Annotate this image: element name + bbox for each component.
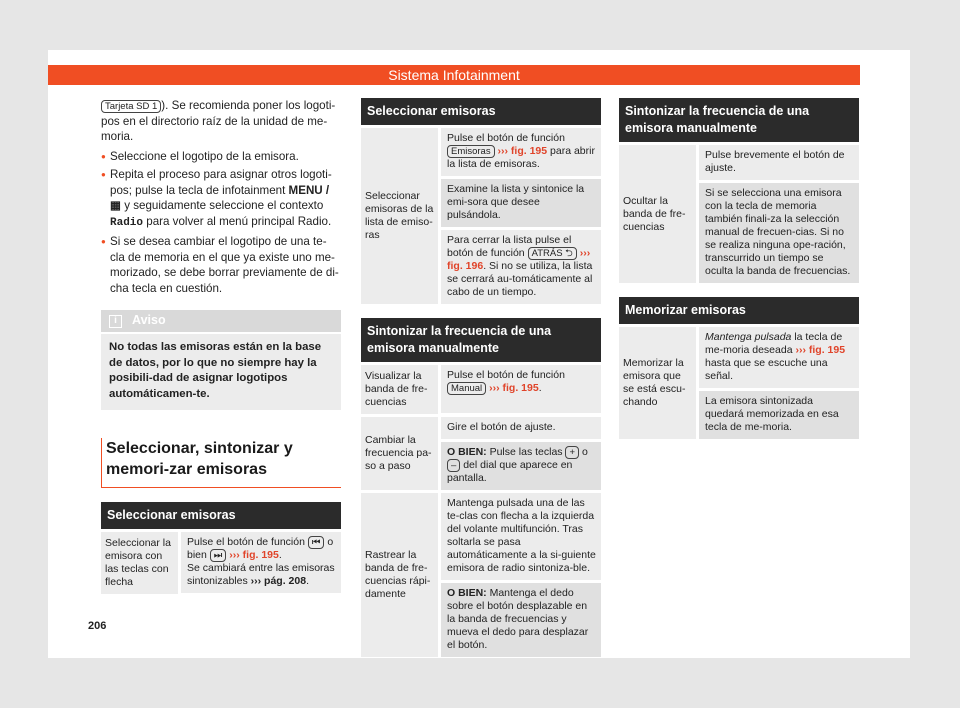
- row-label: Memorizar la emisora que se está escu-chando: [619, 327, 696, 439]
- atras-key: ATRÁS ⮌: [528, 247, 577, 260]
- row-cell: Mantenga pulsada una de las te-clas con flecha a la izquierda del volante multifunción. Tras soltarla se pasa automáticamente a la si-guiente emisora de radio sintoniza-ble.: [438, 493, 601, 580]
- table-memorizar-emisoras: [619, 297, 859, 439]
- figure-link[interactable]: ››› fig. 196: [447, 247, 591, 272]
- row-cell: O BIEN: Mantenga el dedo sobre el botón desplazable en la banda de frecuencias y mueva el dedo para desplazar el botón.: [438, 580, 601, 657]
- row-cell: Pulse el botón de función ⏮ o bien ⏭ ››› fig. 195. Se cambiará entre las emisoras sintonizables ››› pág. 208.: [178, 532, 341, 593]
- row-label: Visualizar la banda de fre-cuencias: [361, 365, 438, 414]
- row-label: Seleccionar la emisora con las teclas con flecha: [101, 532, 178, 594]
- bullet-item: ● Seleccione el logotipo de la emisora.: [101, 149, 341, 165]
- table-title: Sintonizar la frecuencia de una emisora manualmente: [361, 318, 601, 362]
- figure-link[interactable]: ››› fig. 195: [795, 344, 846, 356]
- section-title: Seleccionar, sintonizar y memori-zar emisoras: [101, 438, 341, 488]
- plus-key: +: [565, 446, 579, 459]
- row-cell: Pulse el botón de función Manual ››› fig. 195.: [438, 365, 601, 413]
- table-row: [101, 529, 341, 594]
- table-sintonizar-manual-cont: [619, 98, 859, 283]
- table-row: [361, 125, 601, 304]
- row-cell: Pulse el botón de función Emisoras ››› fig. 195 para abrir la lista de emisoras.: [438, 128, 601, 176]
- aviso-title: Aviso: [132, 313, 166, 328]
- table-row: [619, 324, 859, 439]
- row-label: Ocultar la banda de fre-cuencias: [619, 145, 696, 283]
- figure-link[interactable]: ››› fig. 195: [489, 382, 539, 394]
- row-cell: Pulse brevemente el botón de ajuste.: [696, 145, 859, 180]
- figure-link[interactable]: ››› fig. 195: [497, 145, 548, 157]
- table-row: [361, 362, 601, 414]
- table-title: Sintonizar la frecuencia de una emisora manualmente: [619, 98, 859, 142]
- row-cell: Mantenga pulsada la tecla de me-moria deseada ››› fig. 195 hasta que se escuche una señal.: [696, 327, 859, 388]
- row-label: Seleccionar emisoras de la lista de emiso-ras: [361, 128, 438, 304]
- table-title: Seleccionar emisoras: [361, 98, 601, 125]
- info-icon: i: [109, 315, 122, 328]
- page-number: 206: [88, 620, 107, 632]
- bullet-list: [101, 149, 341, 297]
- bullet-item: ● Si se desea cambiar el logotipo de una te-cla de memoria en el que ya existe uno me-morizado, se debe borrar previamente de di-cha tecla en cuestión.: [101, 234, 341, 296]
- sd-card-key: Tarjeta SD 1: [101, 100, 161, 113]
- aviso-header: [101, 310, 341, 334]
- bullet-item: ● Repita el proceso para asignar otros logoti-pos; pulse la tecla de infotainment MENU / ▦ y seguidamente seleccione el contexto Radio para volver al menú principal Radio.: [101, 167, 341, 231]
- table-title: Seleccionar emisoras: [101, 502, 341, 529]
- menu-key-label: MENU / ▦: [110, 183, 330, 212]
- emisoras-key: Emisoras: [447, 145, 495, 158]
- page-link[interactable]: ››› pág. 208: [250, 575, 307, 587]
- table-row: [361, 490, 601, 657]
- row-cell: O BIEN: Pulse las teclas + o – del dial que aparece en pantalla.: [438, 439, 601, 490]
- row-cell: Examine la lista y sintonice la emi-sora que desee pulsándola.: [438, 176, 601, 227]
- column-1: [101, 98, 341, 594]
- table-row: [361, 414, 601, 490]
- row-label: Cambiar la frecuencia pa-so a paso: [361, 417, 438, 490]
- column-2: [361, 98, 601, 657]
- aviso-text: No todas las emisoras están en la base de datos, por lo que no siempre hay la posibili-dad de asignar logotipos automáticamen-te.: [109, 341, 322, 400]
- manual-key: Manual: [447, 382, 486, 395]
- table-seleccionar-emisoras-arrows: [101, 502, 341, 594]
- minus-key: –: [447, 459, 460, 472]
- header-title: Sistema Infotainment: [388, 67, 520, 83]
- row-cell: Gire el botón de ajuste.: [438, 417, 601, 439]
- row-label: Rastrear la banda de fre-cuencias rápi-damente: [361, 493, 438, 657]
- aviso-box: [101, 310, 341, 410]
- row-cell: La emisora sintonizada quedará memorizada en esa tecla de me-moria.: [696, 388, 859, 439]
- prev-key: ⏮: [308, 536, 325, 549]
- next-key: ⏭: [210, 549, 227, 562]
- row-cell: Para cerrar la lista pulse el botón de función ATRÁS ⮌ ››› fig. 196. Si no se utiliza, la lista se cerrará au-tomáticamente al cabo de un tiempo.: [438, 227, 601, 304]
- column-3: [619, 98, 859, 439]
- figure-link[interactable]: ››› fig. 195: [229, 549, 279, 561]
- table-title: Memorizar emisoras: [619, 297, 859, 324]
- table-seleccionar-emisoras-list: [361, 98, 601, 304]
- intro-paragraph: Tarjeta SD 1 ). Se recomienda poner los logoti-pos en el directorio raíz de la unidad de me-moria.: [101, 99, 336, 143]
- row-cell: Si se selecciona una emisora con la tecla de memoria también finali-za la selección manual de frecuen-cias. Si no se realiza ninguna ope-ración, transcurrido un tiempo se oculta la banda de frecuencias.: [696, 180, 859, 283]
- table-sintonizar-manual: [361, 318, 601, 657]
- radio-context-label: Radio: [110, 216, 144, 229]
- table-row: [619, 142, 859, 283]
- page-header: [48, 65, 860, 85]
